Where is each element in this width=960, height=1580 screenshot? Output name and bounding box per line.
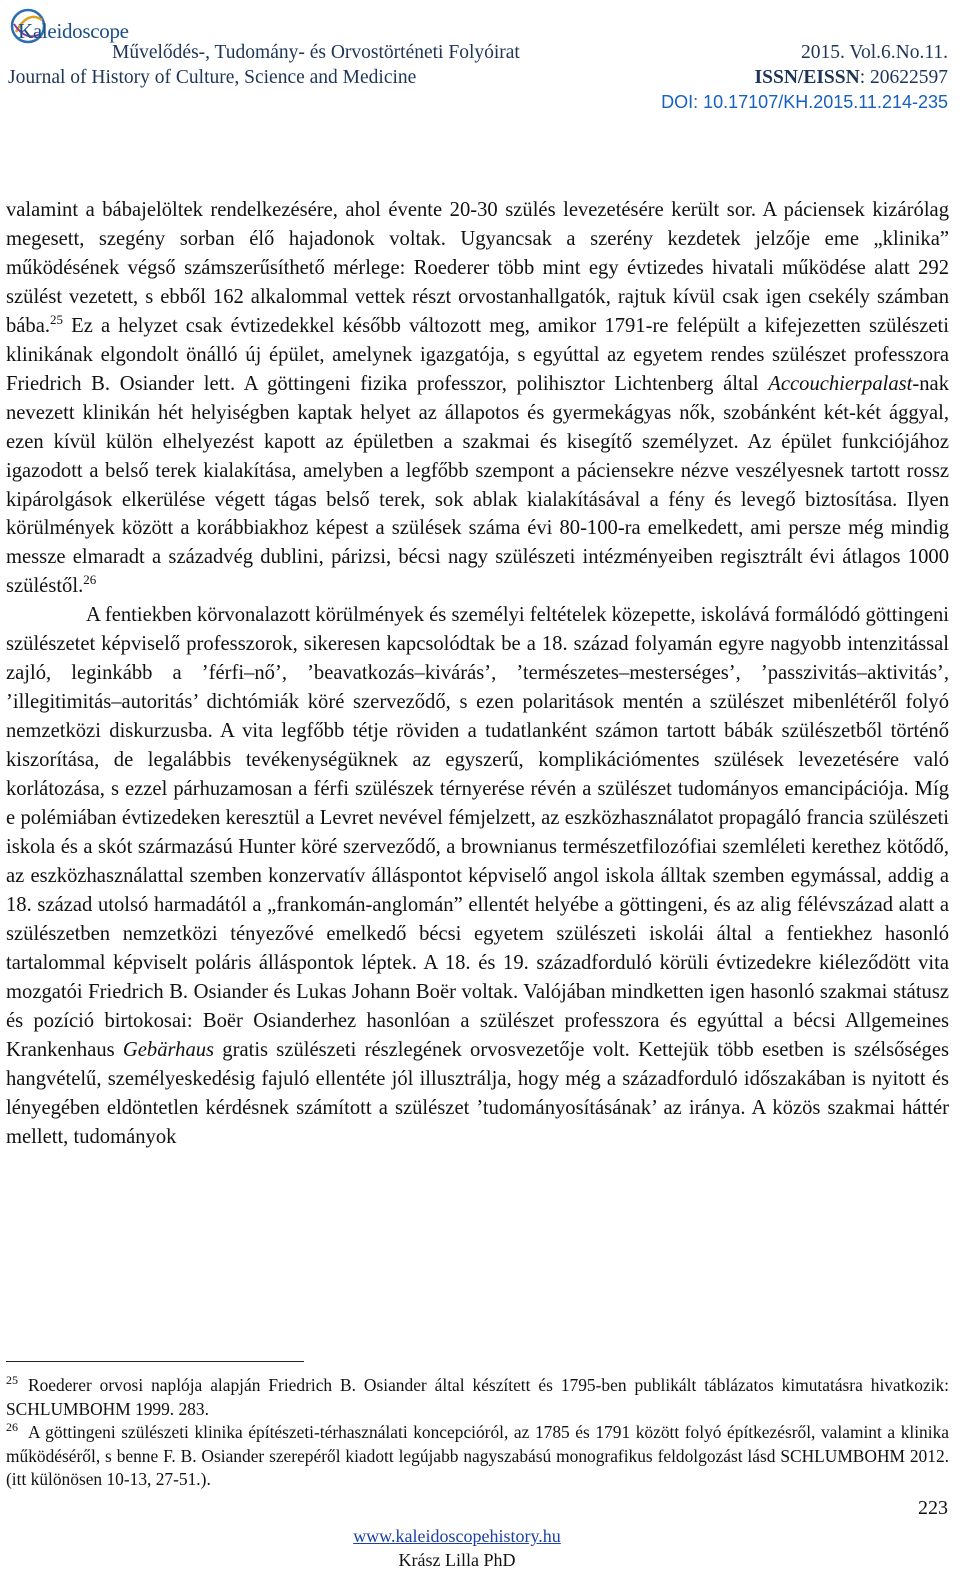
paragraph-1 <box>6 196 949 601</box>
issn-info <box>755 67 948 89</box>
italic-term: Accouchierpalast <box>768 372 913 395</box>
paragraph-text: Ez a helyzet csak évtizedekkel később változott meg, amikor 1791-re felépült a kifejezetten szülészeti klinikának elgondolt önálló új épület, amelynek igazgatója, s egyúttal az egyetem rendes szülészet professzora Friedrich B. Osiander lett. A göttingeni fizika professzor, polihisztor Lichtenberg által <box>6 314 949 395</box>
journal-logo <box>8 6 128 46</box>
paragraph-text: valamint a bábajelöltek rendelkezésére, ahol évente 20-30 szülés levezetésére került sor. A páciensek kizárólag megesett, szegény sorban élő hajadonok voltak. Ugyancsak a szerény kezdetek jelzője eme „klinika” működésének végső számszerűsíthető mérlege: Roederer több mint egy évtizedes hivatali működése alatt 292 szülést vezetett, s ebből 162 alkalommal vettek részt orvostanhallgatók, rajtuk kívül csak igen csekély számban bába. <box>6 199 949 337</box>
page-number: 223 <box>918 1497 948 1519</box>
paragraph-text: gratis szülészeti részlegének orvosvezetője volt. Kettejük több esetben is szélsőséges hangvételű, személyeskedésig fajuló ellentéte jól illusztrálja, hogy még a századforduló időszakában is nyitott és lényegében eldöntetlen kérdésnek számított a szülészet ’tudományosításának’ az iránya. A közös szakmai háttér mellett, tudományok <box>6 1038 949 1148</box>
journal-title-hungarian: Művelődés-, Tudomány- és Orvostörténeti Folyóirat <box>112 42 520 63</box>
issn-label: ISSN/EISSN <box>754 67 860 88</box>
doi-link[interactable]: DOI: 10.17107/KH.2015.11.214-235 <box>661 92 948 112</box>
footnote-ref-25[interactable]: 25 <box>50 311 64 327</box>
footnote-text: A göttingeni szülészeti klinika építészeti-térhasználati koncepcióról, az 1785 és 1791 között folyó építkezésről, valamint a klinika működéséről, s benne F. B. Osiander szerepéről kiadott legújabb nagyszabású monografikus feldolgozást lásd SCHLUMBOHM 2012. (itt különösen 10-13, 27-51.). <box>6 1422 949 1489</box>
paragraph-2 <box>6 601 949 1151</box>
footnote-text: Roederer orvosi naplója alapján Friedrich B. Osiander által készített és 1795-ben publikált táblázatos kimutatásra hivatkozik: SCHLUMBOHM 1999. 283. <box>6 1375 949 1419</box>
issue-info: 2015. Vol.6.No.11. <box>801 42 948 63</box>
footnotes <box>6 1374 949 1492</box>
issn-value: : 20622597 <box>859 67 948 88</box>
website-link[interactable]: www.kaleidoscopehistory.hu <box>353 1526 561 1546</box>
footnote-26 <box>6 1421 949 1492</box>
paragraph-text: -nak nevezett klinikán hét helyiségben kaptak helyet az állapotos és gyermekágyas nők, szobánként két-két ággyal, ezen kívül külön elhelyezést kapott az épületben a szakmai és kisegítő személyzet. Az épület funkciójához igazodott a belső terek kialakítása, amelyben a legfőbb szempont a páciensekre nézve veszélyesnek tartott rossz kipárolgások elkerülése végett tágas belső terek, sok ablak kialakításával a fény és levegő biztosítása. Ilyen körülmények között a korábbiakhoz képest a szülések száma évi 80-100-ra emelkedett, ami persze még mindig messze elmaradt a századvég dublini, párizsi, bécsi nagy szülészeti intézményeiben regisztrált évi átlagos 1000 szüléstől. <box>6 372 949 598</box>
article-body <box>6 196 949 1151</box>
footnote-number: 26 <box>6 1420 18 1435</box>
footnote-25 <box>6 1374 949 1421</box>
footnote-divider <box>6 1361 304 1362</box>
footnote-ref-26[interactable]: 26 <box>83 572 97 588</box>
footnote-number: 25 <box>6 1373 18 1388</box>
author-name: Krász Lilla PhD <box>398 1550 516 1570</box>
logo-text: Kaleidoscope <box>18 19 129 43</box>
journal-title-english: Journal of History of Culture, Science and Medicine <box>8 67 417 88</box>
italic-term: Gebärhaus <box>122 1038 215 1061</box>
paragraph-text: A fentiekben körvonalazott körülmények és személyi feltételek közepette, iskolává formálódó göttingeni szülészetet képviselő professzorok, sikeresen kapcsolódtak be a 18. század folyamán egyre nagyobb intenzitással zajló, leginkább a ’férfi–nő’, ’beavatkozás–kivárás’, ’természetes–mesterséges’, ’passzivitás–aktivitás’, ’illegitimitás–autoritás’ dichtómiák köré szerveződő, s ezen polaritások mentén a szülészet mibenlétéről folyó nemzetközi diskurzusba. A vita legfőbb tétje röviden a tudatlanként számon tartott bábák szülészetből történő kiszorítása, de legalábbis tevékenységüknek az egyszerű, komplikációmentes szülések levezetésére való korlátozása, s ezzel párhuzamosan a férfi szülészek térnyerése révén a szülészet tudományos emancipációja. Míg e polémiában évtizedeken keresztül a Levret nevével fémjelzett, az eszközhasználatot propagáló francia szülészeti iskola és a skót származású Hunter köré szerveződő, a brownianus természetfilozófiai szemléleti kerethez kötődő, az eszközhasználattal szemben konzervatív álláspontot képviselő angol iskola álltak szemben egymással, addig a 18. század utolsó harmadától a „frankomán-anglomán” ellentét helyébe a göttingeni, és az alig félévszázad alatt a szülészetben nemzetközi tényezővé emelkedő bécsi egyetem szülészeti iskolái által a fentiekhez hasonló tartalommal képviselt poláris álláspontok léptek. A 18. és 19. századforduló körüli évtizedekre kiéleződött vita mozgatói Friedrich B. Osiander és Lukas Johann Boër voltak. Valójában mindketten igen hasonló szakmai státusz és pozíció birtokosai: Boër Osianderhez hasonlóan a szülészet professzora és egyúttal a bécsi Allgemeines Krankenhaus <box>6 604 949 1061</box>
